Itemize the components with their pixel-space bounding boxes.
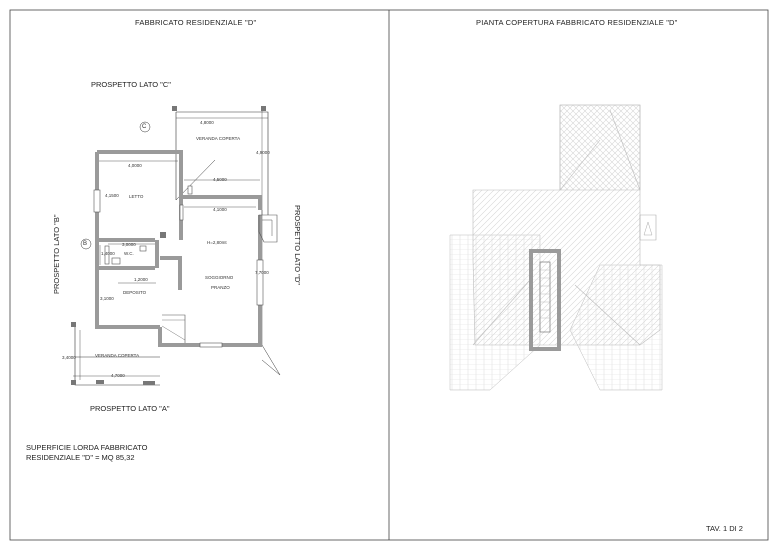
dim-label: 4,0000	[128, 163, 142, 168]
dim-label: 1,2000	[134, 277, 148, 282]
dim-label: 4,9000	[256, 150, 270, 155]
dim-label: 1,4000	[101, 251, 115, 256]
left-sheet-title: FABBRICATO RESIDENZIALE "D"	[135, 18, 257, 27]
room-veranda-top: VERANDA COPERTA	[196, 136, 241, 141]
room-height: H=2,80mt	[207, 240, 227, 245]
dim-label: 4,7000	[111, 373, 125, 378]
room-veranda-bottom: VERANDA COPERTA	[95, 353, 140, 358]
room-wc: W.C.	[124, 251, 134, 256]
sheet-number: TAV. 1 DI 2	[706, 524, 743, 533]
surface-line-1: SUPERFICIE LORDA FABBRICATO	[26, 443, 148, 452]
right-sheet-title: PIANTA COPERTURA FABBRICATO RESIDENZIALE "D"	[476, 18, 678, 27]
elevation-c-label: PROSPETTO LATO "C"	[91, 80, 171, 89]
dim-label: 4,5000	[213, 177, 227, 182]
dim-label: 4,8000	[200, 120, 214, 125]
elevation-a-label: PROSPETTO LATO "A"	[90, 404, 170, 413]
room-letto: LETTO	[129, 194, 144, 199]
walls	[97, 152, 260, 345]
room-deposito: DEPOSITO	[123, 290, 147, 295]
marker-c-letter: C	[142, 124, 147, 130]
dim-label: 4,1000	[213, 207, 227, 212]
room-soggiorno: SOGGIORNO	[205, 275, 234, 280]
marker-b-letter: B	[83, 241, 88, 247]
dim-label: 4,1500	[105, 193, 119, 198]
room-pranzo: PRANZO	[211, 285, 230, 290]
surface-line-2: RESIDENZIALE "D" = MQ 85,32	[26, 453, 135, 462]
elevation-b-label: PROSPETTO LATO "B"	[52, 214, 61, 294]
dim-label: 3,1000	[100, 296, 114, 301]
dim-label: 7,7000	[255, 270, 269, 275]
dim-label: 3,0000	[122, 242, 136, 247]
dim-label: 3,4000	[62, 355, 76, 360]
elevation-d-label: PROSPETTO LATO "D"	[293, 205, 302, 285]
